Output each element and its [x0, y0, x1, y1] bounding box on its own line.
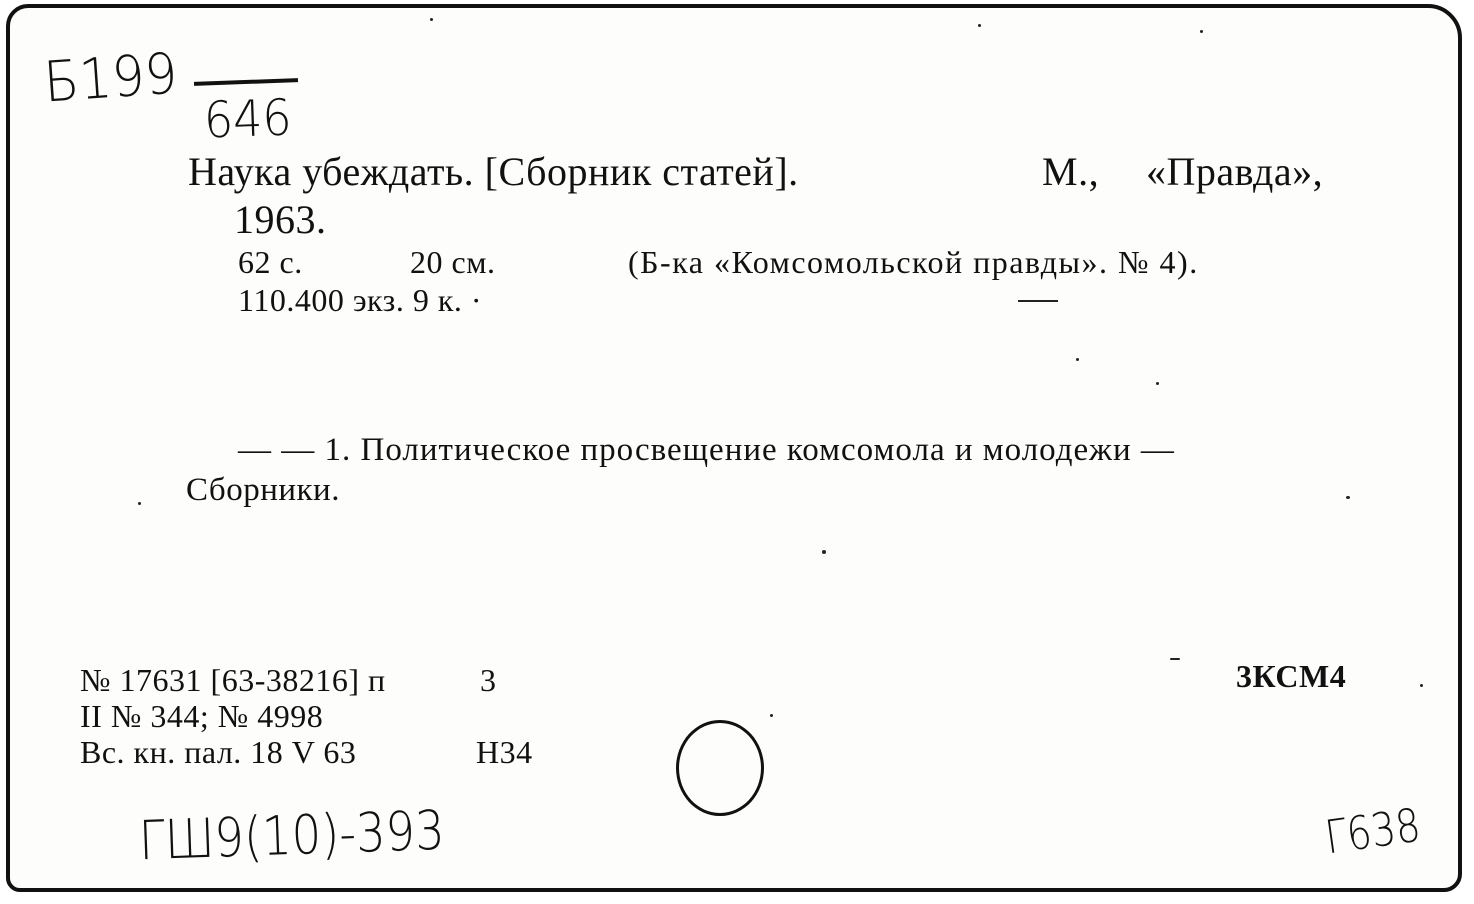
scan-speck — [978, 24, 981, 27]
subject-line-1: — — 1. Политическое просвещение комсомола и молодежи — — [238, 432, 1175, 468]
footer-chamber-code: Н34 — [476, 734, 533, 770]
shelf-mark-bottom: 646 — [202, 88, 293, 150]
subject-line-2: Сборники. — [186, 472, 340, 508]
catalog-card — [6, 4, 1462, 892]
entry-edition: 110.400 экз. 9 к. · — [238, 282, 483, 318]
entry-publisher: «Правда», — [1146, 149, 1324, 194]
handwritten-corner-code: Г638 — [1321, 797, 1424, 865]
dash-mark — [1018, 300, 1058, 302]
footer-chamber: Вс. кн. пал. 18 V 63 — [80, 734, 357, 770]
footer-order: II № 344; № 4998 — [80, 698, 324, 734]
scan-speck — [770, 714, 773, 717]
entry-place: М., — [1042, 149, 1100, 194]
scan-speck — [1076, 358, 1079, 361]
shelf-mark-top: Б199 — [41, 41, 180, 116]
punch-hole — [676, 720, 764, 816]
entry-series: (Б-ка «Комсомольской правды». № 4). — [628, 244, 1199, 280]
scan-speck — [430, 18, 433, 21]
scan-speck — [822, 550, 826, 554]
scan-speck — [1200, 30, 1203, 33]
shelf-mark-divider — [194, 78, 298, 86]
entry-pages: 62 с. — [238, 244, 303, 280]
scan-speck — [1170, 658, 1180, 660]
classification-code: 3КСМ4 — [1236, 658, 1347, 694]
entry-size: 20 см. — [410, 244, 496, 280]
scan-speck — [1420, 684, 1423, 687]
entry-year: 1963. — [234, 197, 327, 242]
scan-speck — [1346, 496, 1350, 499]
footer-number-suffix: 3 — [480, 662, 497, 698]
scan-speck — [1156, 382, 1159, 385]
scan-speck — [138, 502, 141, 505]
handwritten-shelf-code: ГШ9(10)-393 — [137, 798, 446, 873]
footer-number: № 17631 [63-38216] п — [80, 662, 386, 698]
entry-title: Наука убеждать. [Сборник статей]. — [188, 149, 799, 194]
